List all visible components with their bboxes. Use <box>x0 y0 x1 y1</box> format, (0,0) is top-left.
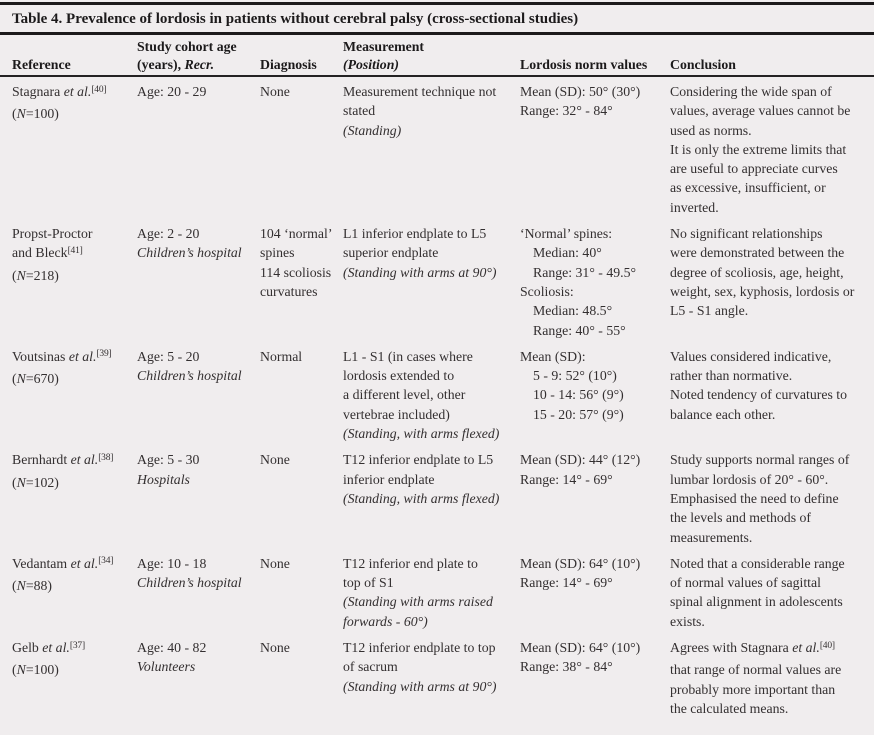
cell-reference <box>0 219 137 342</box>
text-line: spines <box>260 245 295 261</box>
text-line: exists. <box>670 613 705 629</box>
text-line: the levels and methods of <box>670 510 812 526</box>
text-line: Diagnosis <box>260 56 317 72</box>
column-header-study-cohort-age <box>137 35 260 76</box>
text-line: inferior endplate <box>343 471 435 487</box>
text-line: Age: 5 - 20 <box>137 348 200 364</box>
column-header-diagnosis <box>260 35 343 76</box>
text-line: T12 inferior endplate to top <box>343 640 496 656</box>
table-body <box>0 76 874 720</box>
text-line: L1 - S1 (in cases where <box>343 348 473 364</box>
text-line: L5 - S1 angle. <box>670 303 749 319</box>
text-line: None <box>260 452 290 468</box>
text-line: that range of normal values are <box>670 662 842 678</box>
cell-lordosis-norm-values <box>520 445 670 548</box>
text-line: and Bleck[41] <box>12 245 83 261</box>
text-line: None <box>260 555 290 571</box>
text-line: (Standing) <box>343 122 402 138</box>
text-line: Measurement technique not <box>343 84 497 99</box>
text-line: (N=100) <box>12 106 59 122</box>
text-line: Study supports normal ranges of <box>670 452 850 468</box>
text-line: Values considered indicative, <box>670 348 832 364</box>
cell-measurement <box>343 342 520 445</box>
text-line: (Position) <box>343 56 399 72</box>
cell-reference <box>0 549 137 633</box>
text-line: Gelb et al.[37] <box>12 640 85 656</box>
cell-measurement <box>343 549 520 633</box>
cell-lordosis-norm-values <box>520 342 670 445</box>
cell-conclusion <box>670 76 874 219</box>
text-line: Children’s hospital <box>137 575 242 591</box>
text-line: Range: 40° - 55° <box>533 322 626 338</box>
cell-study-cohort-age <box>137 76 260 219</box>
cell-diagnosis <box>260 549 343 633</box>
cell-measurement <box>343 219 520 342</box>
text-line: inverted. <box>670 199 719 215</box>
cell-study-cohort-age <box>137 445 260 548</box>
text-line: L1 inferior endplate to L5 <box>343 226 487 242</box>
text-line: Range: 14° - 69° <box>520 575 613 591</box>
text-line: Vedantam et al.[34] <box>12 555 114 571</box>
text-line: Scoliosis: <box>520 283 574 299</box>
text-line: vertebrae included) <box>343 406 450 422</box>
text-line: measurements. <box>670 529 753 545</box>
text-line: (N=102) <box>12 474 59 490</box>
text-line: Emphasised the need to define <box>670 490 839 506</box>
text-line: Mean (SD): 44° (12°) <box>520 452 641 468</box>
cell-diagnosis <box>260 445 343 548</box>
text-line: forwards - 60°) <box>343 613 428 629</box>
text-line: T12 inferior end plate to <box>343 555 478 571</box>
cell-lordosis-norm-values <box>520 633 670 720</box>
text-line: superior endplate <box>343 245 439 261</box>
text-line: Children’s hospital <box>137 245 242 261</box>
table-row <box>0 445 874 548</box>
text-line: Conclusion <box>670 56 736 72</box>
cell-conclusion <box>670 445 874 548</box>
text-line: Age: 20 - 29 <box>137 84 207 99</box>
cell-diagnosis <box>260 342 343 445</box>
text-line: Voutsinas et al.[39] <box>12 348 112 364</box>
cell-lordosis-norm-values <box>520 76 670 219</box>
text-line: (N=100) <box>12 662 59 678</box>
text-line: rather than normative. <box>670 368 793 384</box>
text-line: probably more important than <box>670 681 836 697</box>
text-line: a different level, other <box>343 387 466 403</box>
text-line: Median: 48.5° <box>533 303 613 319</box>
text-line: Mean (SD): 50° (30°) <box>520 84 641 99</box>
text-line: Mean (SD): 64° (10°) <box>520 640 641 656</box>
text-line: (N=218) <box>12 267 59 283</box>
cell-conclusion <box>670 633 874 720</box>
table-row <box>0 219 874 342</box>
cell-conclusion <box>670 342 874 445</box>
text-line: Median: 40° <box>533 245 602 261</box>
table-row <box>0 549 874 633</box>
text-line: 10 - 14: 56° (9°) <box>533 387 624 403</box>
cell-lordosis-norm-values <box>520 219 670 342</box>
text-line: spinal alignment in adolescents <box>670 594 843 610</box>
cell-lordosis-norm-values <box>520 549 670 633</box>
text-line: (Standing with arms raised <box>343 594 493 610</box>
cell-study-cohort-age <box>137 633 260 720</box>
table-title: Table 4. Prevalence of lordosis in patients without cerebral palsy (cross-sectional studies) <box>0 5 874 35</box>
text-line: Children’s hospital <box>137 368 242 384</box>
text-line: Study cohort age <box>137 39 237 54</box>
table-row <box>0 76 874 219</box>
text-line: None <box>260 84 290 99</box>
text-line: of sacrum <box>343 659 398 675</box>
text-line: Hospitals <box>137 471 190 487</box>
text-line: Age: 40 - 82 <box>137 640 207 656</box>
lordosis-studies-table <box>0 35 874 720</box>
column-header-conclusion <box>670 35 874 76</box>
text-line: as excessive, insufficient, or <box>670 180 826 196</box>
text-line: (Standing with arms at 90°) <box>343 264 497 280</box>
text-line: are useful to appreciate curves <box>670 161 838 177</box>
table-row <box>0 633 874 720</box>
text-line: (Standing with arms at 90°) <box>343 678 497 694</box>
text-line: (Standing, with arms flexed) <box>343 490 500 506</box>
journal-table <box>0 2 874 720</box>
cell-study-cohort-age <box>137 342 260 445</box>
cell-diagnosis <box>260 76 343 219</box>
text-line: lordosis extended to <box>343 368 455 384</box>
cell-reference <box>0 445 137 548</box>
text-line: T12 inferior endplate to L5 <box>343 452 494 468</box>
cell-conclusion <box>670 219 874 342</box>
text-line: Propst-Proctor <box>12 226 93 242</box>
cell-reference <box>0 342 137 445</box>
column-header-lordosis-norm-values <box>520 35 670 76</box>
text-line: Stagnara et al.[40] <box>12 84 107 99</box>
text-line: used as norms. <box>670 122 752 138</box>
text-line: were demonstrated between the <box>670 245 845 261</box>
text-line: Noted that a considerable range <box>670 555 845 571</box>
text-line: degree of scoliosis, age, height, <box>670 264 844 280</box>
cell-reference <box>0 76 137 219</box>
text-line: Measurement <box>343 39 424 54</box>
text-line: Reference <box>12 56 71 72</box>
text-line: curvatures <box>260 283 318 299</box>
cell-measurement <box>343 76 520 219</box>
text-line: top of S1 <box>343 575 394 591</box>
text-line: It is only the extreme limits that <box>670 141 847 157</box>
text-line: (years), Recr. <box>137 56 215 72</box>
text-line: No significant relationships <box>670 226 823 242</box>
cell-study-cohort-age <box>137 549 260 633</box>
text-line: 5 - 9: 52° (10°) <box>533 368 617 384</box>
text-line: Range: 31° - 49.5° <box>533 264 636 280</box>
text-line: the calculated means. <box>670 700 789 716</box>
cell-measurement <box>343 445 520 548</box>
text-line: Range: 14° - 69° <box>520 471 613 487</box>
text-line: 104 ‘normal’ <box>260 226 333 242</box>
text-line: balance each other. <box>670 406 776 422</box>
text-line: weight, sex, kyphosis, lordosis or <box>670 283 855 299</box>
text-line: Mean (SD): 64° (10°) <box>520 555 641 571</box>
text-line: Range: 32° - 84° <box>520 103 613 119</box>
text-line: Range: 38° - 84° <box>520 659 613 675</box>
text-line: (N=88) <box>12 578 52 594</box>
text-line: ‘Normal’ spines: <box>520 226 613 242</box>
text-line: Considering the wide span of <box>670 84 832 99</box>
text-line: None <box>260 640 290 656</box>
text-line: values, average values cannot be <box>670 103 851 119</box>
text-line: 114 scoliosis <box>260 264 332 280</box>
column-header-reference <box>0 35 137 76</box>
cell-diagnosis <box>260 219 343 342</box>
text-line: (N=670) <box>12 371 59 387</box>
text-line: Normal <box>260 348 303 364</box>
text-line: lumbar lordosis of 20° - 60°. <box>670 471 829 487</box>
text-line: Agrees with Stagnara et al.[40] <box>670 640 835 656</box>
table-row <box>0 342 874 445</box>
header-row <box>0 35 874 76</box>
text-line: Noted tendency of curvatures to <box>670 387 847 403</box>
cell-reference <box>0 633 137 720</box>
text-line: Lordosis norm values <box>520 56 648 72</box>
text-line: (Standing, with arms flexed) <box>343 426 500 442</box>
cell-conclusion <box>670 549 874 633</box>
text-line: Bernhardt et al.[38] <box>12 452 114 468</box>
text-line: Age: 2 - 20 <box>137 226 200 242</box>
text-line: Mean (SD): <box>520 348 586 364</box>
cell-measurement <box>343 633 520 720</box>
text-line: Volunteers <box>137 659 196 675</box>
text-line: Age: 10 - 18 <box>137 555 207 571</box>
text-line: 15 - 20: 57° (9°) <box>533 406 624 422</box>
table-header <box>0 35 874 76</box>
text-line: stated <box>343 103 376 119</box>
cell-diagnosis <box>260 633 343 720</box>
column-header-measurement <box>343 35 520 76</box>
text-line: of normal values of sagittal <box>670 575 821 591</box>
cell-study-cohort-age <box>137 219 260 342</box>
text-line: Age: 5 - 30 <box>137 452 200 468</box>
